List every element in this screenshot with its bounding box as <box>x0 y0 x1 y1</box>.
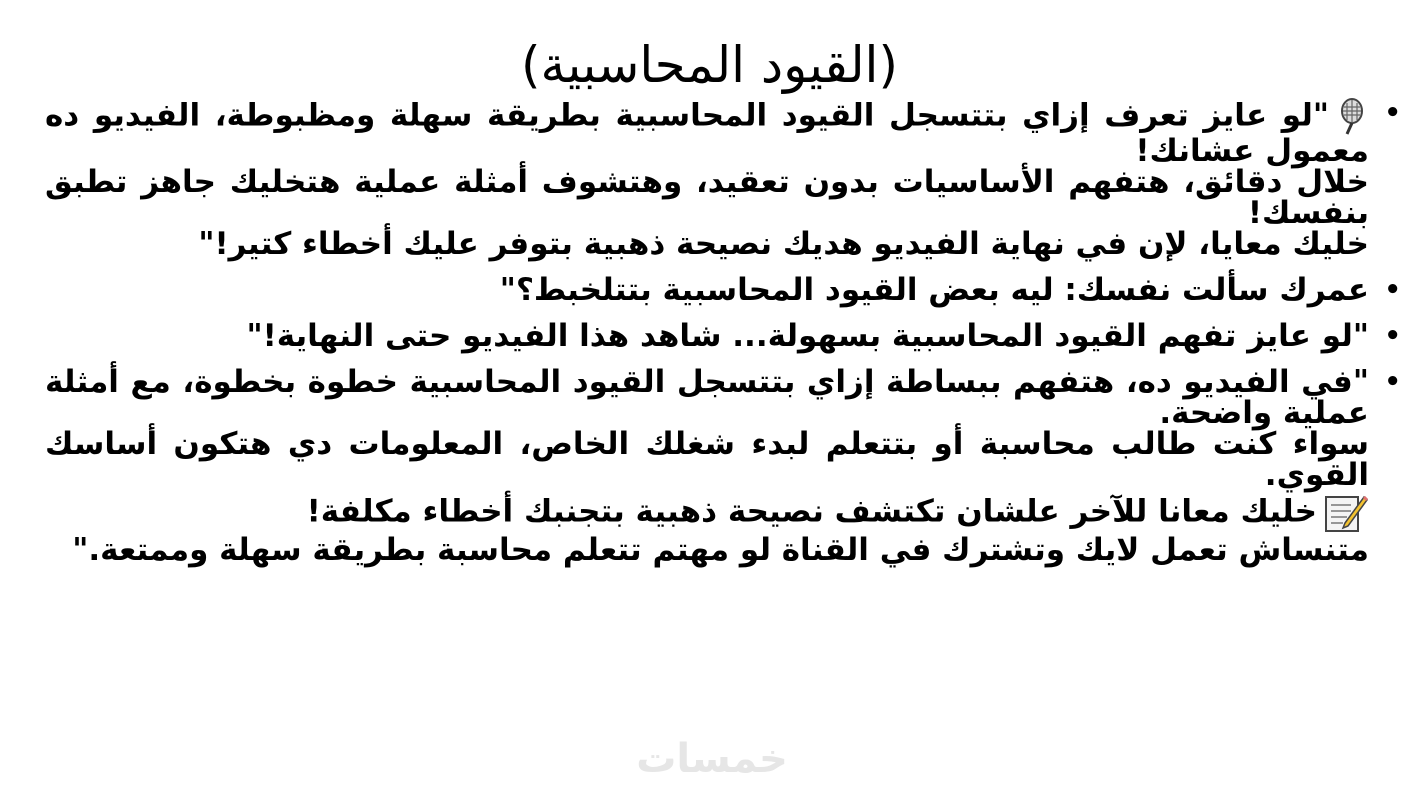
bullet-line: "لو عايز تفهم القيود المحاسبية بسهولة... شاهد هذا الفيديو حتى النهاية!" <box>246 318 1369 354</box>
watermark-logo: خمسات <box>636 736 788 782</box>
bullet-line: عمرك سألت نفسك: ليه بعض القيود المحاسبية بتتلخبط؟" <box>499 272 1369 308</box>
bullet-line: خليك معايا، لإن في نهاية الفيديو هديك نصيحة ذهبية بتوفر عليك أخطاء كتير!" <box>198 226 1369 262</box>
bullet-item <box>45 318 1405 354</box>
bullet-dot: • <box>1384 321 1401 351</box>
memo-icon <box>1323 491 1369 535</box>
bullet-item <box>45 364 1405 568</box>
microphone-icon <box>1335 98 1369 136</box>
page-title: (القيود المحاسبية) <box>521 35 898 94</box>
bullet-item <box>45 272 1405 308</box>
bullet-line: خلال دقائق، هتفهم الأساسيات بدون تعقيد، وهتشوف أمثلة عملية هتخليك جاهز تطبق بنفسك! <box>45 164 1369 231</box>
bullet-line: متنساش تعمل لايك وتشترك في القناة لو مهتم تتعلم محاسبة بطريقة سهلة وممتعة." <box>72 532 1369 568</box>
bullet-item <box>45 98 1405 260</box>
bullet-list <box>45 98 1405 566</box>
bullet-line: "لو عايز تعرف إزاي بتتسجل القيود المحاسبية بطريقة سهلة ومظبوطة، الفيديو ده معمول عشانك! <box>45 97 1369 169</box>
bullet-line: سواء كنت طالب محاسبة أو بتتعلم لبدء شغلك الخاص، المعلومات دي هتكون أساسك القوي. <box>45 426 1369 493</box>
bullet-line: "في الفيديو ده، هتفهم ببساطة إزاي بتتسجل القيود المحاسبية خطوة بخطوة، مع أمثلة عملية واضحة. <box>45 364 1369 431</box>
bullet-dot: • <box>1384 98 1401 128</box>
bullet-dot: • <box>1384 275 1401 305</box>
bullet-note: خليك معانا للآخر علشان تكتشف نصيحة ذهبية بتجنبك أخطاء مكلفة! <box>45 491 1369 535</box>
bullet-dot: • <box>1384 367 1401 397</box>
